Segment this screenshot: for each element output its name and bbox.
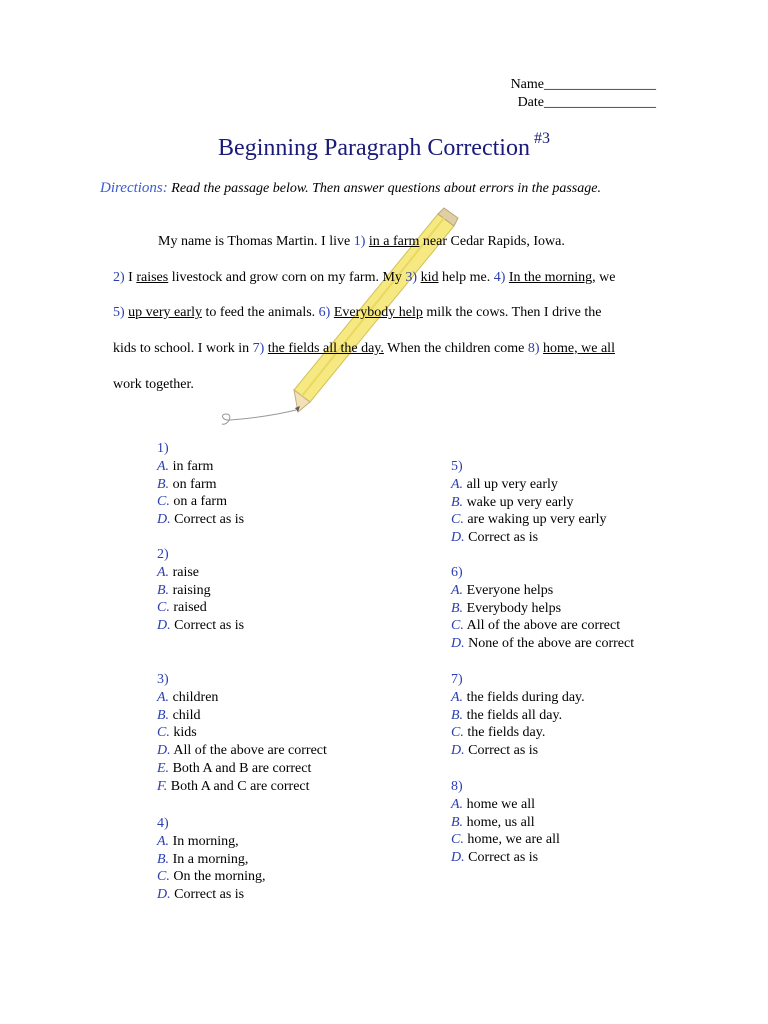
directions (100, 180, 601, 197)
question-2 (157, 546, 244, 635)
answer-option[interactable]: C. the fields day. (451, 725, 546, 741)
passage-marker-4: 4) (493, 270, 506, 285)
answer-option[interactable]: F. Both A and C are correct (157, 778, 310, 794)
passage-marker-5: 5) (113, 305, 125, 320)
page-title-text: Beginning Paragraph Correction (218, 135, 530, 161)
passage-error-7: the fields all the day. (267, 341, 384, 356)
question-8 (451, 778, 560, 867)
passage-error-5: up very early (128, 305, 203, 320)
passage-marker-7: 7) (252, 341, 265, 356)
passage-marker-1: 1) (353, 234, 366, 249)
passage-text: work together. (113, 377, 194, 392)
passage-error-2: raises (136, 270, 169, 285)
directions-label: Directions: (100, 180, 168, 196)
passage-line-3 (113, 305, 601, 321)
answer-option[interactable]: C. All of the above are correct (451, 618, 621, 634)
question-3 (157, 671, 327, 796)
answer-option[interactable]: B. Everybody helps (451, 600, 562, 616)
passage-text: near Cedar Rapids, Iowa. (419, 234, 565, 249)
answer-option[interactable]: E. Both A and B are correct (157, 760, 312, 776)
passage-text: kids to school. I work in (113, 341, 253, 356)
question-number: 7) (451, 672, 463, 687)
question-5 (451, 458, 607, 547)
answer-option[interactable]: D. Correct as is (157, 512, 245, 528)
answer-option[interactable]: D. Correct as is (451, 530, 539, 546)
answer-option[interactable]: A. raise (157, 564, 199, 580)
passage-line-2 (113, 270, 615, 286)
name-date-fields (511, 76, 656, 112)
answer-option[interactable]: A. in farm (157, 458, 214, 474)
passage-text: to feed the animals. (202, 305, 319, 320)
question-7 (451, 671, 585, 760)
answer-option[interactable]: B. the fields all day. (451, 707, 563, 723)
question-number: 5) (451, 459, 463, 474)
question-number: 3) (157, 672, 169, 687)
passage-text: we (595, 270, 616, 285)
page-title-number: #3 (533, 130, 550, 147)
question-4 (157, 815, 266, 904)
answer-option[interactable]: D. Correct as is (157, 887, 245, 903)
passage-text: milk the cows. Then I drive the (422, 305, 602, 320)
answer-option[interactable]: C. on a farm (157, 494, 227, 510)
answer-option[interactable]: C. are waking up very early (451, 512, 607, 528)
passage-text: livestock and grow corn on my farm. My (168, 270, 406, 285)
answer-option[interactable]: D. All of the above are correct (157, 743, 327, 759)
answer-option[interactable]: B. child (157, 707, 201, 723)
question-number: 4) (157, 816, 169, 831)
passage-text: My name is Thomas Martin. I live (158, 234, 354, 249)
passage-error-3: kid (420, 270, 439, 285)
passage-marker-8: 8) (527, 341, 540, 356)
answer-option[interactable]: D. Correct as is (451, 850, 539, 866)
answer-option[interactable]: B. wake up very early (451, 494, 574, 510)
name-field-label: Name________________ (510, 77, 656, 92)
answer-option[interactable]: B. In a morning, (157, 851, 249, 867)
question-number: 1) (157, 441, 169, 456)
answer-option[interactable]: B. raising (157, 582, 211, 598)
answer-option[interactable]: A. Everyone helps (451, 582, 554, 598)
directions-text: Read the passage below. Then answer questions about errors in the passage. (171, 181, 601, 196)
date-field-label: Date________________ (517, 95, 656, 110)
passage-line-4 (113, 341, 615, 357)
passage-line-5 (113, 377, 194, 393)
passage-marker-6: 6) (318, 305, 331, 320)
answer-option[interactable]: A. the fields during day. (451, 689, 585, 705)
answer-option[interactable]: C. home, we are all (451, 832, 560, 848)
question-number: 6) (451, 565, 463, 580)
passage-text: When the children come (383, 341, 528, 356)
passage-text: I (124, 270, 137, 285)
answer-option[interactable]: A. children (157, 689, 219, 705)
question-1 (157, 440, 244, 529)
passage-error-1: in a farm (368, 234, 420, 249)
page-title (0, 130, 768, 162)
answer-option[interactable]: A. all up very early (451, 476, 558, 492)
answer-option[interactable]: C. kids (157, 725, 197, 741)
answer-option[interactable]: D. Correct as is (451, 743, 539, 759)
answer-option[interactable]: D. Correct as is (157, 618, 245, 634)
passage-text: help me. (438, 270, 494, 285)
passage-error-8: home, we all (543, 341, 615, 356)
answer-option[interactable]: A. In morning, (157, 833, 239, 849)
answer-option[interactable]: B. home, us all (451, 814, 535, 830)
answer-option[interactable]: C. raised (157, 600, 207, 616)
passage-marker-3: 3) (405, 270, 418, 285)
answer-option[interactable]: C. On the morning, (157, 869, 266, 885)
answer-option[interactable]: D. None of the above are correct (451, 636, 635, 652)
question-number: 2) (157, 547, 169, 562)
question-number: 8) (451, 779, 463, 794)
answer-option[interactable]: B. on farm (157, 476, 217, 492)
passage-marker-2: 2) (113, 270, 125, 285)
passage-error-4: In the morning, (508, 270, 596, 285)
answer-option[interactable]: A. home we all (451, 796, 535, 812)
passage-line-1 (158, 234, 565, 250)
question-6 (451, 564, 634, 653)
passage-error-6: Everybody help (333, 305, 423, 320)
